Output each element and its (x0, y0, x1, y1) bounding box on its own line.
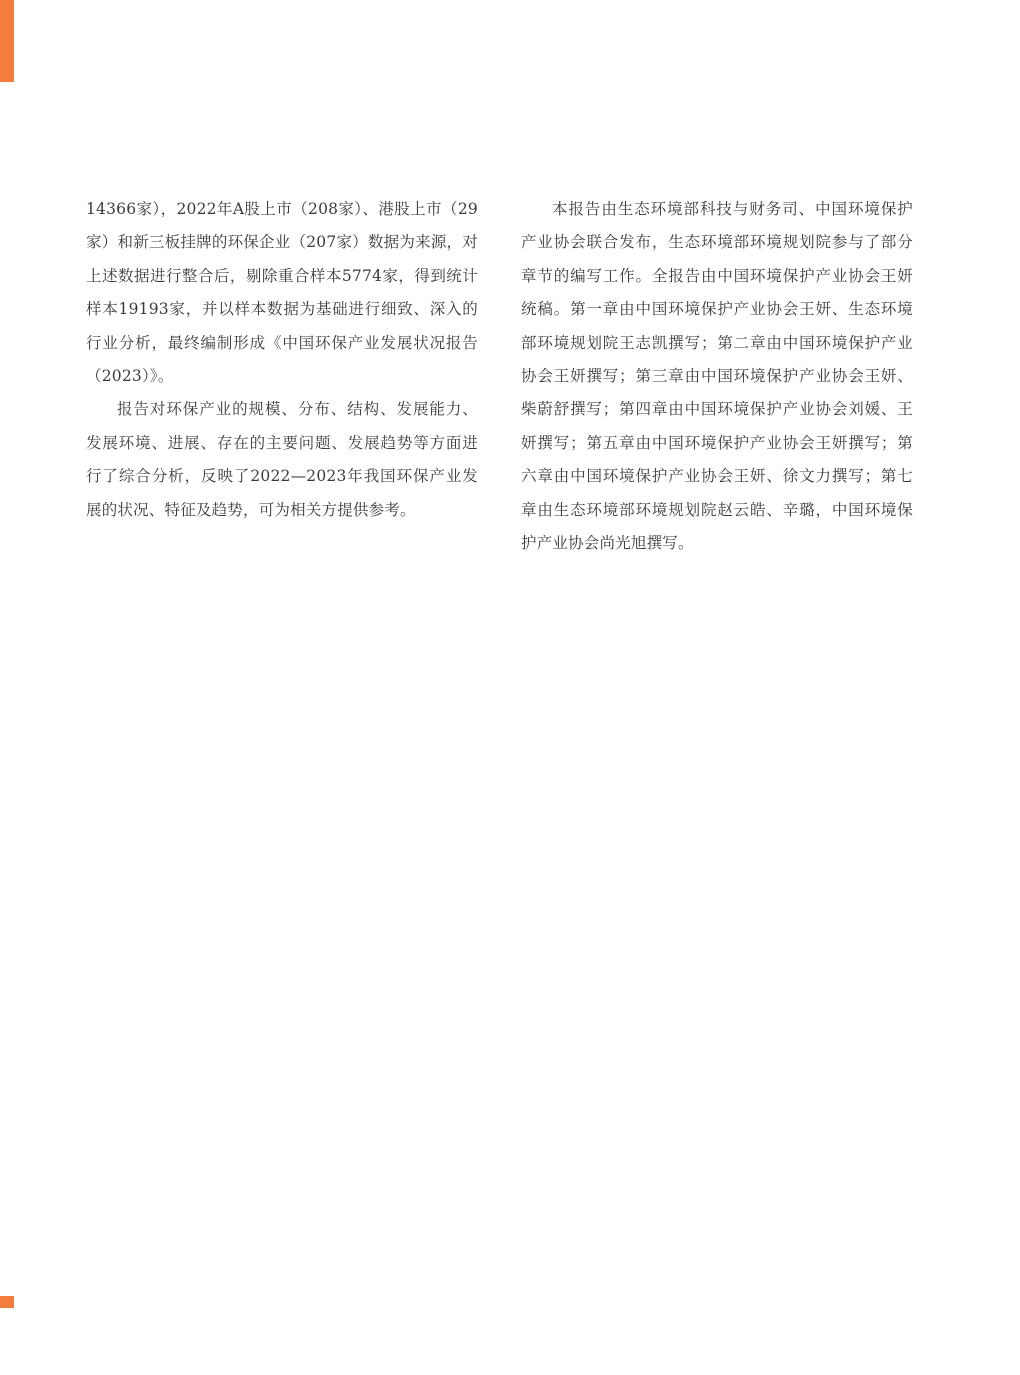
bottom-accent-mark (0, 1296, 14, 1308)
left-text-column (86, 193, 478, 527)
paragraph-report-summary: 报告对环保产业的规模、分布、结构、发展能力、发展环境、进展、存在的主要问题、发展趋势等方面进行了综合分析，反映了2022—2023年我国环保产业发展的状况、特征及趋势，可为相关方提供参考。 (86, 400, 478, 519)
right-text-column (521, 193, 913, 560)
paragraph-data-sources: 14366家），2022年A股上市（208家）、港股上市（29家）和新三板挂牌的环保企业（207家）数据为来源，对上述数据进行整合后，剔除重合样本5774家，得到统计样本19193家，并以样本数据为基础进行细致、深入的行业分析，最终编制形成《中国环保产业发展状况报告（2023）》。 (86, 200, 478, 386)
top-accent-bar (0, 0, 14, 82)
paragraph-authors: 本报告由生态环境部科技与财务司、中国环境保护产业协会联合发布，生态环境部环境规划院参与了部分章节的编写工作。全报告由中国环境保护产业协会王妍统稿。第一章由中国环境保护产业协会王妍、生态环境部环境规划院王志凯撰写；第二章由中国环境保护产业协会王妍撰写；第三章由中国环境保护产业协会王妍、柴蔚舒撰写；第四章由中国环境保护产业协会刘媛、王妍撰写；第五章由中国环境保护产业协会王妍撰写；第六章由中国环境保护产业协会王妍、徐文力撰写；第七章由生态环境部环境规划院赵云皓、辛璐，中国环境保护产业协会尚光旭撰写。 (521, 200, 913, 553)
